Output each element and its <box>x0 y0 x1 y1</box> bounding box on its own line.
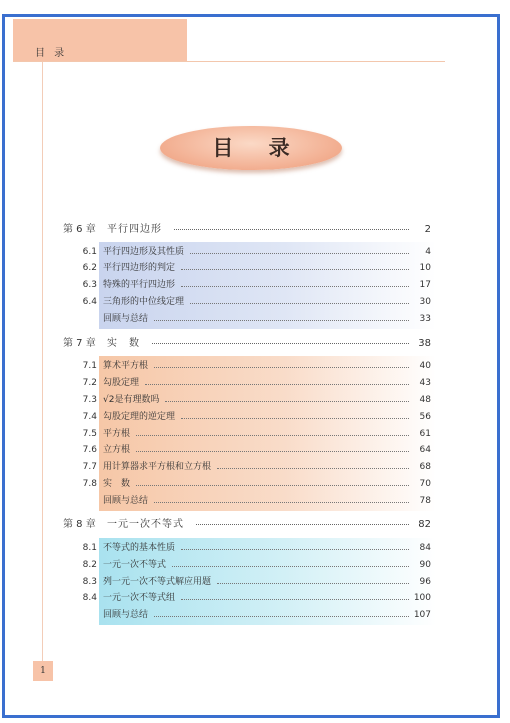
section-number: 7.6 <box>82 445 97 455</box>
toc-row[interactable] <box>63 493 433 509</box>
section-title: 算术平方根 <box>103 361 149 371</box>
leader-dots <box>181 599 409 600</box>
leader-dots <box>145 384 409 385</box>
section-page: 33 <box>419 314 431 324</box>
page-title: 目 录 <box>212 136 304 160</box>
toc-row[interactable] <box>63 260 433 276</box>
leader-dots <box>165 401 409 402</box>
chapter-number: 第 8 章 <box>63 519 96 530</box>
leader-dots <box>154 502 409 503</box>
section-title: 回顾与总结 <box>103 314 149 324</box>
section-page: 40 <box>419 361 431 371</box>
leader-dots <box>217 583 409 584</box>
section-page: 78 <box>419 496 431 506</box>
toc-chapter[interactable] <box>63 518 433 532</box>
toc-row[interactable] <box>63 442 433 458</box>
leader-dots <box>181 286 409 287</box>
leader-dots <box>196 524 409 525</box>
section-number: 7.5 <box>82 429 97 439</box>
chapter-page: 82 <box>418 519 431 530</box>
toc-row[interactable] <box>63 375 433 391</box>
section-page: 70 <box>419 479 431 489</box>
section-page: 84 <box>419 543 431 553</box>
section-number: 7.3 <box>82 395 97 405</box>
chapter-title: 平行四边形 <box>107 224 162 235</box>
section-number: 7.1 <box>82 361 97 371</box>
section-page: 30 <box>419 297 431 307</box>
section-title: 一元一次不等式组 <box>103 593 176 603</box>
chapter-number: 第 6 章 <box>63 224 96 235</box>
toc-row[interactable] <box>63 409 433 425</box>
section-title: 列一元一次不等式解应用题 <box>103 577 212 587</box>
toc-chapter[interactable] <box>63 223 433 237</box>
section-number: 7.7 <box>82 462 97 472</box>
chapter-page: 38 <box>418 338 431 349</box>
toc-row[interactable] <box>63 540 433 556</box>
leader-dots <box>136 485 409 486</box>
leader-dots <box>174 229 409 230</box>
toc-row[interactable] <box>63 426 433 442</box>
section-page: 61 <box>419 429 431 439</box>
toc-chapter[interactable] <box>63 337 433 351</box>
toc-row[interactable] <box>63 358 433 374</box>
section-number: 7.2 <box>82 378 97 388</box>
section-page: 10 <box>419 263 431 273</box>
section-title: 不等式的基本性质 <box>103 543 176 553</box>
leader-dots <box>190 303 409 304</box>
section-title: 平方根 <box>103 429 131 439</box>
toc-row[interactable] <box>63 277 433 293</box>
toc-row[interactable] <box>63 607 433 623</box>
toc-row[interactable] <box>63 476 433 492</box>
chapter-title: 实 数 <box>107 338 140 349</box>
section-page: 100 <box>413 593 431 603</box>
chapter-title: 一元一次不等式 <box>107 519 184 530</box>
toc-row[interactable] <box>63 459 433 475</box>
chapter-page: 2 <box>424 224 431 235</box>
leader-dots <box>181 418 409 419</box>
section-number: 7.4 <box>82 412 97 422</box>
leader-dots <box>181 549 409 550</box>
leader-dots <box>190 253 409 254</box>
section-title: 回顾与总结 <box>103 496 149 506</box>
section-title: 实 数 <box>103 479 131 489</box>
section-number: 7.8 <box>82 479 97 489</box>
header-divider <box>13 61 445 62</box>
section-title: 勾股定理的逆定理 <box>103 412 176 422</box>
section-number: 8.2 <box>82 560 97 570</box>
section-page: 90 <box>419 560 431 570</box>
leader-dots <box>181 269 409 270</box>
section-number: 6.2 <box>82 263 97 273</box>
toc-row[interactable] <box>63 557 433 573</box>
section-title: 回顾与总结 <box>103 610 149 620</box>
section-number: 8.1 <box>82 543 97 553</box>
toc-row[interactable] <box>63 294 433 310</box>
section-title: 三角形的中位线定理 <box>103 297 185 307</box>
header-label: 目 录 <box>35 48 68 59</box>
toc-row[interactable] <box>63 244 433 260</box>
toc-row[interactable] <box>63 311 433 327</box>
section-title: 勾股定理 <box>103 378 140 388</box>
leader-dots <box>217 468 409 469</box>
section-title: √2是有理数吗 <box>103 395 160 405</box>
leader-dots <box>136 451 409 452</box>
toc-row[interactable] <box>63 590 433 606</box>
leader-dots <box>154 616 409 617</box>
leader-dots <box>136 435 409 436</box>
section-page: 4 <box>425 247 431 257</box>
section-number: 8.4 <box>82 593 97 603</box>
section-number: 6.1 <box>82 247 97 257</box>
section-page: 64 <box>419 445 431 455</box>
section-page: 96 <box>419 577 431 587</box>
leader-dots <box>154 367 409 368</box>
section-title: 平行四边形的判定 <box>103 263 176 273</box>
section-page: 68 <box>419 462 431 472</box>
section-number: 6.3 <box>82 280 97 290</box>
toc-row[interactable] <box>63 392 433 408</box>
leader-dots <box>154 320 409 321</box>
section-page: 48 <box>419 395 431 405</box>
section-number: 6.4 <box>82 297 97 307</box>
section-page: 17 <box>419 280 431 290</box>
section-title: 平行四边形及其性质 <box>103 247 185 257</box>
margin-line <box>42 62 43 662</box>
leader-dots <box>152 343 409 344</box>
section-title: 特殊的平行四边形 <box>103 280 176 290</box>
section-title: 立方根 <box>103 445 131 455</box>
page-number: 1 <box>33 661 53 681</box>
section-page: 43 <box>419 378 431 388</box>
leader-dots <box>172 566 409 567</box>
toc-row[interactable] <box>63 574 433 590</box>
section-title: 用计算器求平方根和立方根 <box>103 462 212 472</box>
chapter-number: 第 7 章 <box>63 338 96 349</box>
section-number: 8.3 <box>82 577 97 587</box>
section-page: 56 <box>419 412 431 422</box>
section-page: 107 <box>413 610 431 620</box>
section-title: 一元一次不等式 <box>103 560 167 570</box>
